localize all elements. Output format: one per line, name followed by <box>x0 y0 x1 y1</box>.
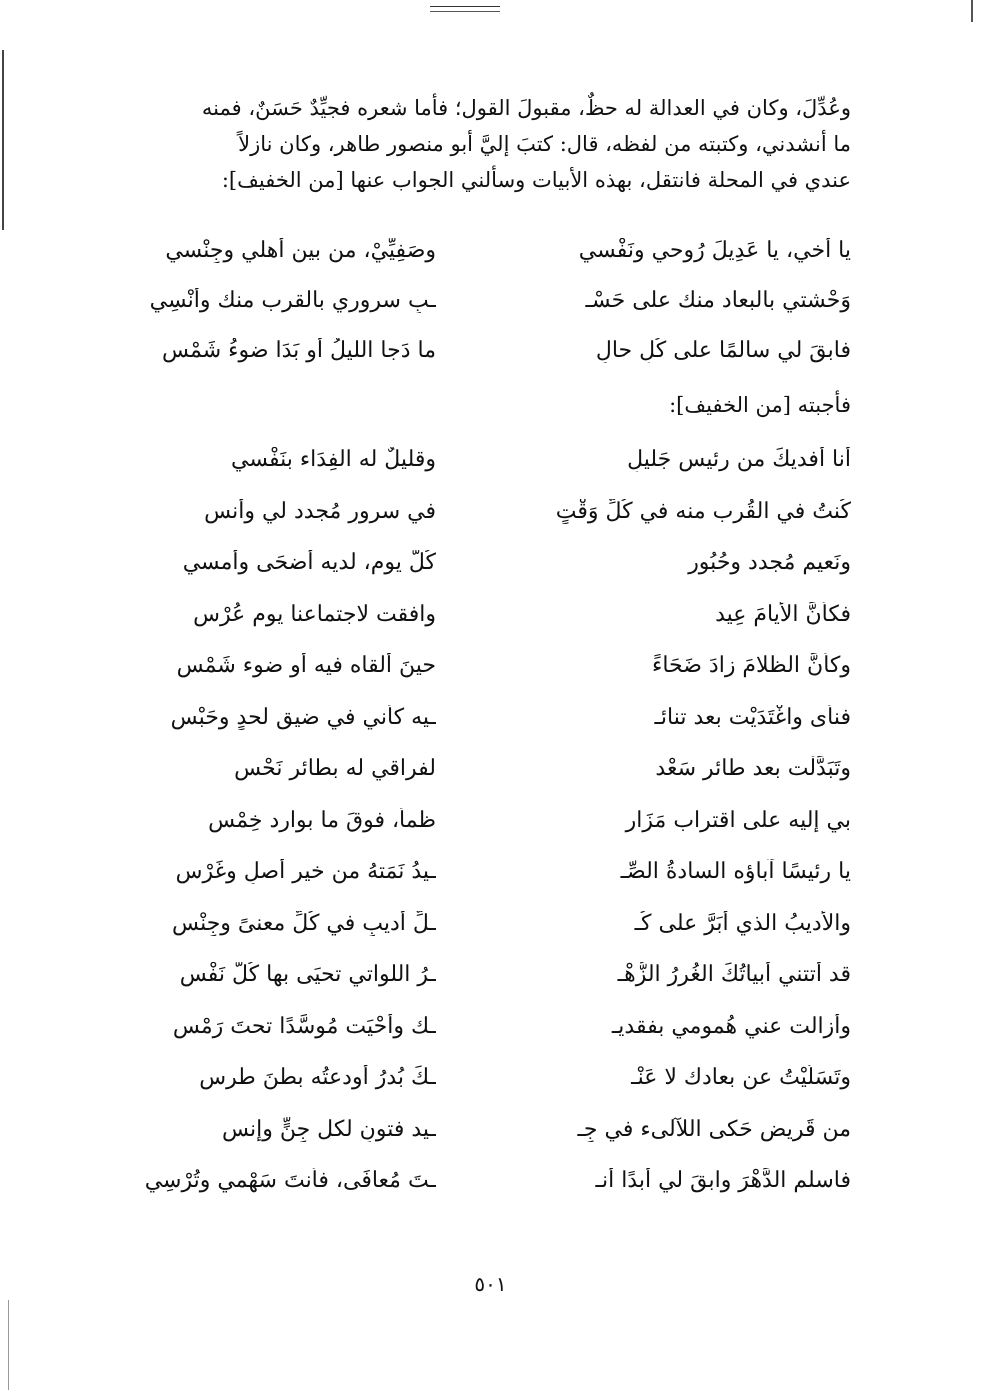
verse-second-hemistich: في سرورٍ مُجدد لي وأنسِ <box>204 498 436 524</box>
verse-first-hemistich: فابقَ لي سالمًا على كُلِ حالٍ <box>595 338 851 363</box>
verse-first-hemistich: وكأنَّ الظلامَ زادَ ضَحَاءً <box>651 653 851 678</box>
verse-second-hemistich: ـلِّ أديبٍ في كُلِّ معنىً وجِنْسِ <box>172 910 436 936</box>
top-rule <box>430 6 500 7</box>
verse-line <box>126 550 851 602</box>
reply-intro: فأجبته [من الخفيف]: <box>669 393 851 417</box>
verse-line <box>126 911 851 963</box>
verse-second-hemistich: ـك وأَحْيَت مُوسَّدًا تحتَ رَمْسِ <box>172 1013 436 1039</box>
verse-first-hemistich: وتَبَدَّلْت بعد طائر سَعْد <box>655 756 851 781</box>
verse-second-hemistich: ـكَ بُدرُ أودعتُه بطنَ طرسِ <box>199 1065 436 1090</box>
verse-second-hemistich: ما دَجا الليلُ أو بَدَا ضوءُ شَمْسِ <box>161 338 436 363</box>
prose-line: وعُدِّلَ، وكان في العدالة له حظٌ، مقبولَ القول؛ فأما شعره فجيِّدٌ حَسَنٌ، فمنه <box>201 96 851 120</box>
verse-line <box>126 288 851 338</box>
verse-line <box>126 602 851 654</box>
prose-line: عندي في المحلة فانتقل، بهذه الأبيات وسألني الجواب عنها [من الخفيف]: <box>221 168 851 192</box>
poem-1 <box>126 238 851 388</box>
verse-line <box>126 808 851 860</box>
verse-second-hemistich: ـيدُ نَمَتهُ من خير أصلٍ وغَرْسِ <box>175 859 436 884</box>
verse-line <box>126 756 851 808</box>
verse-first-hemistich: من قَرِيضٍ حَكى اللآلىء في جِـ <box>577 1116 851 1142</box>
prose-line: ما أنشدني، وكتبته من لفظه، قال: كتبَ إليَّ أبو منصور طاهر، وكان نازلاً <box>238 132 851 156</box>
verse-first-hemistich: يا أخي، يا عَدِيلَ رُوحي ونَفْسي <box>578 238 851 263</box>
verse-first-hemistich: فاسلم الدَّهْرَ وابقَ لي أبدًا أنـ <box>595 1168 851 1193</box>
prose-paragraph <box>126 90 851 198</box>
verse-second-hemistich: ـتَ مُعافَى، فأنتَ سَهْمي وتُرْسِي <box>144 1168 436 1193</box>
verse-first-hemistich: فكأنَّ الأيامَ عِيد <box>715 601 851 627</box>
verse-line <box>126 1168 851 1220</box>
verse-first-hemistich: يا رئيسًا آباؤه السادةُ الصِّـ <box>620 859 851 884</box>
verse-first-hemistich: وتَسَلَّيْتُ عن بعادك لا عَنْـ <box>631 1065 851 1090</box>
verse-first-hemistich: فنأى واغْتَدَيْت بعد تنائـ <box>654 704 851 730</box>
verse-first-hemistich: كُنتُ في القُرب منه في كُلِّ وَقْتٍ <box>555 498 851 524</box>
poem-2 <box>126 447 851 1220</box>
page-edge-mark <box>2 50 4 230</box>
verse-line <box>126 447 851 499</box>
verse-second-hemistich: ـرُ اللواتي تحيَى بها كُلُّ نَفْسِ <box>179 962 436 987</box>
verse-first-hemistich: أنا أفديكَ من رئيس جَليلِ <box>627 447 851 472</box>
verse-line <box>126 1014 851 1066</box>
top-rule-2 <box>430 11 500 12</box>
verse-second-hemistich: ـبِ سروري بالقرب منك وأنْسِي <box>149 288 436 313</box>
verse-line <box>126 653 851 705</box>
verse-line <box>126 1065 851 1117</box>
verse-line <box>126 499 851 551</box>
verse-line <box>126 338 851 388</box>
verse-first-hemistich: وأزالت عني هُمومي بفقديـ <box>611 1013 851 1039</box>
page-number: ٥٠١ <box>474 1272 507 1296</box>
verse-first-hemistich: وَحْشتي بالبعاد منك على حَسْـ <box>585 288 851 313</box>
page-edge-mark-bottom <box>8 1300 9 1390</box>
verse-second-hemistich: لفراقي له بطائرِ نَحْسِ <box>234 756 436 781</box>
verse-line <box>126 238 851 288</box>
verse-first-hemistich: قد أتتني أبياتُكَ الغُررُ الزُّهْـ <box>617 962 851 987</box>
page-edge-mark-right <box>971 0 973 22</box>
verse-second-hemistich: وصَفِيِّيْ، من بين أهلي وجِنْسي <box>165 238 436 263</box>
verse-first-hemistich: والأديبُ الذي أَبَرَّ على كُـ <box>634 910 851 936</box>
verse-second-hemistich: وقليلٌ له الفِدَاء بنَفْسي <box>230 447 436 472</box>
verse-line <box>126 705 851 757</box>
verse-second-hemistich: حينَ ألقاه فيه أو ضوء شَمْسِ <box>176 653 436 678</box>
verse-first-hemistich: بي إليه على اقتراب مَزَار <box>625 807 851 833</box>
verse-second-hemistich: كُلَّ يومٍ، لديه أُضحَى وأُمسي <box>182 550 436 575</box>
verse-second-hemistich: وافقت لاجتماعنا يوم عُرْسِ <box>193 601 436 627</box>
verse-line <box>126 962 851 1014</box>
verse-line <box>126 1117 851 1169</box>
verse-line <box>126 859 851 911</box>
verse-second-hemistich: ـيه كأني في ضيقِ لحدٍ وحَبْسِ <box>170 704 436 730</box>
verse-first-hemistich: ونَعيم مُجدد وحُبُور <box>688 550 851 575</box>
verse-second-hemistich: ظمأٌ، فوقَ ما بوارد خِمْسِ <box>208 807 436 833</box>
verse-second-hemistich: ـيد فتونٍ لكل جِنٍّ وإنسِ <box>221 1116 436 1142</box>
